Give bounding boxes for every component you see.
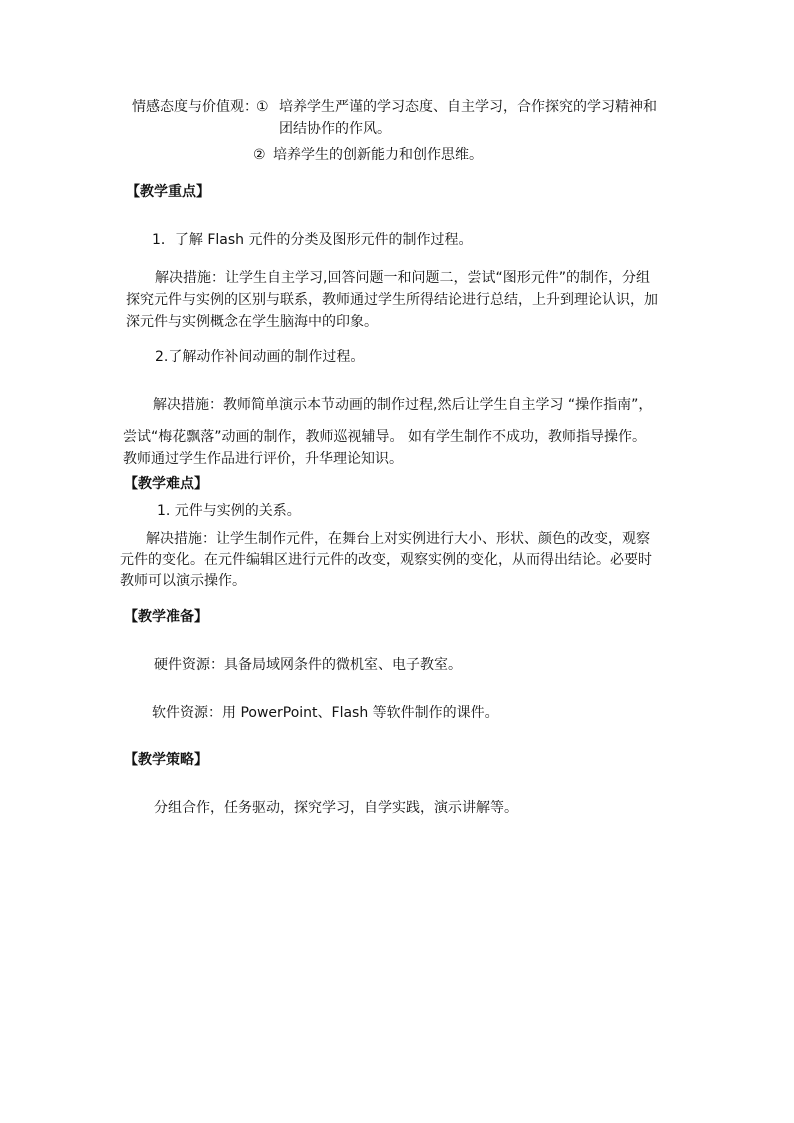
preparation-software: 软件资源：用 PowerPoint、Flash 等软件制作的课件。 — [152, 705, 499, 721]
strategy-text: 分组合作，任务驱动，探究学习，自学实践，演示讲解等。 — [154, 800, 518, 816]
strategy-heading: 【教学策略】 — [124, 752, 208, 768]
key-point-2-measure-line3: 教师通过学生作品进行评价，升华理论知识。 — [123, 451, 403, 467]
objectives-item1-line1: 培养学生严谨的学习态度、自主学习，合作探究的学习精神和 — [279, 99, 657, 115]
key-point-1-measure-line3: 深元件与实例概念在学生脑海中的印象。 — [126, 314, 378, 330]
objectives-item2-number: ② — [253, 147, 266, 163]
difficulty-1: 1. 元件与实例的关系。 — [157, 503, 301, 519]
key-points-heading: 【教学重点】 — [126, 184, 210, 200]
preparation-hardware: 硬件资源：具备局域网条件的微机室、电子教室。 — [154, 657, 462, 673]
key-point-2: 2.了解动作补间动画的制作过程。 — [155, 349, 365, 365]
objectives-item2-text: 培养学生的创新能力和创作思维。 — [273, 147, 483, 163]
difficulty-measure-line2: 元件的变化。在元件编辑区进行元件的改变，观察实例的变化，从而得出结论。必要时 — [120, 552, 652, 568]
key-point-2-measure-line2: 尝试“梅花飘落”动画的制作，教师巡视辅导。 如有学生制作不成功，教师指导操作。 — [123, 429, 646, 445]
difficulty-measure-line3: 教师可以演示操作。 — [120, 573, 246, 589]
difficulty-measure-line1: 解决措施：让学生制作元件，在舞台上对实例进行大小、形状、颜色的改变，观察 — [146, 531, 650, 547]
key-point-1-measure-line2: 探究元件与实例的区别与联系，教师通过学生所得结论进行总结，上升到理论认识，加 — [126, 292, 658, 308]
key-point-2-measure-line1: 解决措施：教师简单演示本节动画的制作过程,然后让学生自主学习 “操作指南”， — [153, 397, 653, 413]
key-point-1: 1．了解 Flash 元件的分类及图形元件的制作过程。 — [152, 232, 473, 248]
objectives-item1-line2: 团结协作的作风。 — [279, 121, 391, 137]
difficulties-heading: 【教学难点】 — [124, 476, 208, 492]
key-point-1-measure-line1: 解决措施：让学生自主学习,回答问题一和问题二，尝试“图形元件”的制作，分组 — [155, 270, 650, 286]
objectives-label: 情感态度与价值观： — [132, 99, 258, 115]
objectives-item1-number: ① — [256, 99, 269, 115]
preparation-heading: 【教学准备】 — [124, 609, 208, 625]
